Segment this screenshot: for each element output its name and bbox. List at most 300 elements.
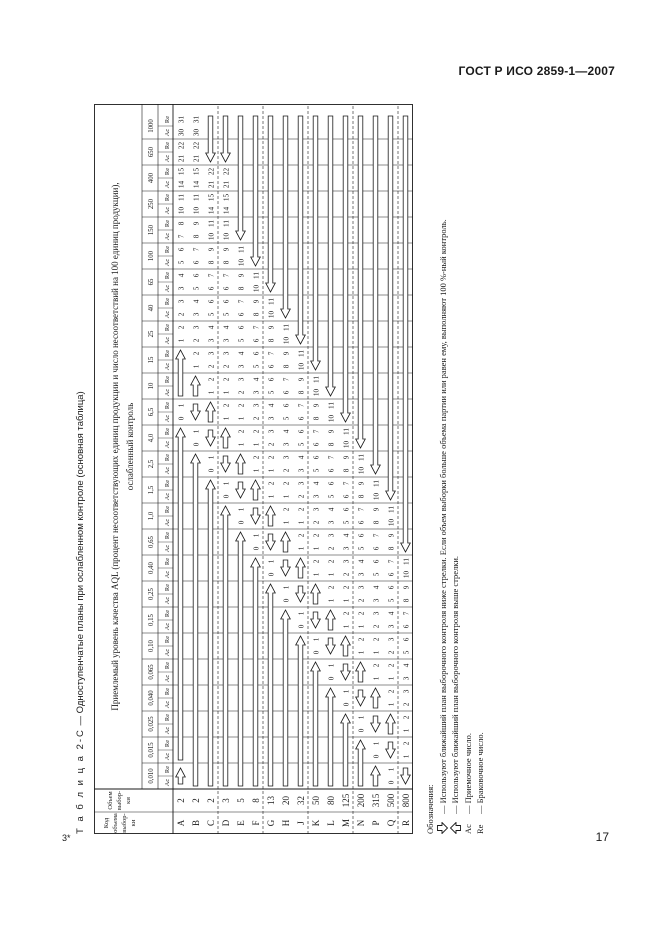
re-value: 2	[267, 481, 276, 486]
re-value: 2	[357, 637, 366, 642]
re-value: 2	[297, 507, 306, 512]
re-value: 2	[312, 533, 321, 538]
re-value: 4	[372, 585, 381, 590]
re-value: 9	[342, 455, 351, 460]
sample-size: 32	[296, 796, 306, 805]
re-value: 11	[357, 454, 366, 461]
ac-value: 2	[297, 494, 306, 499]
legend-item-ac	[462, 104, 475, 834]
ac-value: 3	[372, 598, 381, 603]
ac-value: 1	[402, 728, 411, 733]
re-value: 9	[372, 507, 381, 512]
re-value: 11	[387, 506, 396, 513]
ac-value: 10	[372, 492, 381, 501]
re-value: 6	[402, 637, 411, 642]
legend-heading-text: Обозначения:	[425, 784, 435, 834]
aql-value-label: 100	[148, 250, 155, 262]
re-value: 6	[312, 455, 321, 460]
re-label: Re	[164, 297, 171, 306]
ac-value: 10	[207, 232, 216, 241]
arrow-up-icon	[311, 612, 321, 628]
ac-value: 1	[327, 572, 336, 577]
ac-value: 5	[252, 364, 261, 369]
re-value: 2	[402, 715, 411, 720]
ac-value: 0	[282, 598, 291, 603]
re-label: Re	[164, 115, 171, 124]
re-value: 1	[312, 637, 321, 642]
re-value: 6	[252, 351, 261, 356]
arrow-up-icon	[236, 482, 246, 498]
sample-code: N	[356, 819, 366, 827]
sample-size: 13	[266, 796, 276, 805]
ac-value: 2	[312, 520, 321, 525]
re-label: Re	[164, 635, 171, 644]
ac-value: 1	[282, 520, 291, 525]
ac-label: Ac	[164, 310, 171, 319]
sample-size: 8	[251, 798, 261, 803]
ac-value: 5	[297, 442, 306, 447]
re-value: 7	[342, 481, 351, 486]
re-value: 6	[192, 273, 201, 278]
re-value: 31	[177, 115, 186, 124]
arrow-up-icon	[281, 560, 291, 576]
arrow-down-icon	[236, 454, 246, 474]
re-value: 6	[282, 403, 291, 408]
ac-value: 8	[312, 416, 321, 421]
re-value: 9	[267, 325, 276, 330]
ac-value: 1	[297, 520, 306, 525]
ac-value: 1	[402, 754, 411, 759]
ac-value: 8	[327, 442, 336, 447]
re-value: 4	[267, 403, 276, 408]
re-value: 9	[192, 221, 201, 226]
ac-value: 1	[207, 390, 216, 395]
re-value: 4	[387, 611, 396, 616]
legend-item-text: — Используют ближайший план выборочного контроля выше стрелки.	[450, 555, 460, 814]
re-value: 7	[402, 611, 411, 616]
ac-value: 2	[282, 468, 291, 473]
aql-subheader-text: ослабленный контроль	[125, 402, 135, 491]
re-value: 4	[342, 533, 351, 538]
arrow-down-icon	[281, 532, 291, 552]
ac-value: 1	[372, 676, 381, 681]
arrow-down-icon	[251, 480, 261, 500]
re-value: 11	[282, 324, 291, 331]
re-value: 6	[342, 507, 351, 512]
re-value: 2	[177, 325, 186, 330]
ac-value: 8	[192, 234, 201, 239]
re-label: Re	[164, 271, 171, 280]
ac-value: 6	[372, 546, 381, 551]
ac-value: 6	[192, 260, 201, 265]
ac-value: 5	[222, 312, 231, 317]
ac-label: Ac	[164, 596, 171, 605]
re-value: 9	[402, 585, 411, 590]
re-value: 4	[177, 273, 186, 278]
re-value: 3	[387, 637, 396, 642]
sample-code: R	[401, 819, 411, 827]
arrow-down-icon	[191, 376, 201, 396]
ac-value: 0	[312, 650, 321, 655]
aql-value-label: 150	[148, 224, 155, 236]
re-label: Re	[164, 765, 171, 774]
re-value: 7	[237, 299, 246, 304]
re-value: 7	[327, 455, 336, 460]
ac-value: 2	[327, 546, 336, 551]
re-value: 2	[237, 429, 246, 434]
legend-symbol-ac: Ac	[462, 824, 473, 834]
ac-value: 1	[267, 494, 276, 499]
re-label: Re	[164, 609, 171, 618]
re-value: 1	[222, 481, 231, 486]
re-value: 3	[327, 533, 336, 538]
ac-value: 8	[402, 598, 411, 603]
ac-label: Ac	[164, 206, 171, 215]
sample-size: 2	[206, 798, 216, 803]
ac-label: Ac	[164, 648, 171, 657]
aql-value-label: 0,65	[148, 536, 155, 548]
ac-value: 0	[297, 624, 306, 629]
arrow-up-icon	[296, 586, 306, 602]
ac-value: 10	[267, 310, 276, 319]
sample-size: 80	[326, 796, 336, 805]
table-title	[74, 104, 88, 834]
sample-code: G	[266, 819, 276, 827]
ac-label: Ac	[164, 362, 171, 371]
re-value: 3	[207, 351, 216, 356]
ac-label: Ac	[164, 778, 171, 787]
re-value: 3	[252, 403, 261, 408]
aql-value-label: 0,065	[148, 664, 155, 680]
re-label: Re	[164, 141, 171, 150]
aql-value-label: 0,040	[148, 690, 155, 706]
ac-value: 14	[192, 180, 201, 189]
re-label: Re	[164, 193, 171, 202]
ac-value: 0	[192, 442, 201, 447]
re-value: 6	[177, 247, 186, 252]
ac-value: 5	[372, 572, 381, 577]
arrow-up-icon	[326, 638, 336, 654]
aql-header-text: Приемлемый уровень качества AQL (процент несоответствующих единиц продукции и число несоответствий на 100 единиц продукции),	[110, 182, 120, 711]
ac-value: 1	[387, 676, 396, 681]
ac-value: 1	[312, 572, 321, 577]
re-label: Re	[164, 323, 171, 332]
arrow-down-icon	[281, 610, 291, 786]
re-value: 4	[192, 299, 201, 304]
ac-label: Ac	[164, 492, 171, 501]
re-value: 2	[372, 637, 381, 642]
re-value: 2	[207, 377, 216, 382]
table-title-text: — Одноступенчатые планы при ослабленном контроле (основная таблица)	[75, 391, 86, 726]
ac-value: 2	[207, 364, 216, 369]
re-value: 1	[252, 533, 261, 538]
re-value: 1	[297, 611, 306, 616]
re-value: 7	[297, 403, 306, 408]
aql-value-label: 0,25	[148, 588, 155, 600]
ac-value: 1	[222, 416, 231, 421]
ac-value: 5	[357, 546, 366, 551]
re-value: 11	[252, 272, 261, 279]
re-value: 1	[282, 585, 291, 590]
ac-value: 2	[357, 598, 366, 603]
arrow-down-icon	[371, 766, 381, 786]
sample-size: 50	[311, 796, 321, 805]
aql-value-label: 40	[148, 304, 155, 312]
re-value: 2	[372, 663, 381, 668]
re-value: 8	[177, 221, 186, 226]
ac-label: Ac	[164, 752, 171, 761]
arrow-up-icon	[356, 690, 366, 706]
ac-value: 3	[207, 338, 216, 343]
ac-value: 10	[387, 518, 396, 527]
ac-value: 10	[252, 284, 261, 293]
arrow-up-icon	[206, 430, 216, 446]
arrow-down-icon	[176, 768, 186, 784]
ac-value: 10	[342, 440, 351, 449]
sample-size: 3	[221, 798, 231, 803]
ac-value: 1	[327, 598, 336, 603]
ac-label: Ac	[164, 544, 171, 553]
arrow-down-icon	[341, 714, 351, 786]
re-value: 2	[222, 403, 231, 408]
re-value: 3	[237, 377, 246, 382]
ac-value: 0	[267, 572, 276, 577]
ac-value: 1	[222, 390, 231, 395]
ac-value: 14	[207, 206, 216, 215]
arrow-up-icon	[326, 116, 336, 396]
arrow-down-icon	[371, 688, 381, 708]
legend-item-re	[474, 104, 487, 834]
aql-value-label: 0,025	[148, 716, 155, 732]
ac-value: 5	[177, 260, 186, 265]
ac-label: Ac	[164, 440, 171, 449]
re-value: 2	[282, 481, 291, 486]
re-value: 9	[312, 403, 321, 408]
ac-value: 6	[297, 416, 306, 421]
arrow-down-icon	[326, 610, 336, 630]
ac-label: Ac	[164, 700, 171, 709]
sample-size: 200	[356, 793, 366, 808]
ac-value: 1	[357, 650, 366, 655]
aql-value-label: 15	[148, 356, 155, 364]
re-value: 9	[327, 429, 336, 434]
aql-value-label: 0,010	[148, 768, 155, 784]
ac-value: 30	[177, 128, 186, 137]
ac-value: 14	[177, 180, 186, 189]
ac-label: Ac	[164, 570, 171, 579]
re-value: 3	[402, 689, 411, 694]
re-value: 22	[222, 167, 231, 176]
ac-value: 2	[192, 338, 201, 343]
arrow-down-icon	[356, 662, 366, 682]
ac-value: 0	[222, 494, 231, 499]
sample-code: A	[176, 819, 186, 827]
ac-value: 10	[312, 388, 321, 397]
re-value: 3	[357, 585, 366, 590]
ac-value: 6	[312, 442, 321, 447]
ac-value: 10	[237, 258, 246, 267]
legend-item-up	[449, 104, 462, 834]
ac-value: 10	[192, 206, 201, 215]
re-value: 2	[342, 611, 351, 616]
ac-value: 3	[402, 676, 411, 681]
re-value: 11	[342, 428, 351, 435]
ac-value: 1	[237, 442, 246, 447]
sample-size: 5	[236, 798, 246, 803]
re-value: 2	[312, 559, 321, 564]
ac-value: 21	[207, 180, 216, 189]
arrow-up-icon	[236, 116, 246, 240]
ac-value: 0	[342, 702, 351, 707]
ac-value: 5	[342, 520, 351, 525]
ac-label: Ac	[164, 258, 171, 267]
ac-value: 6	[402, 624, 411, 629]
ac-value: 2	[237, 390, 246, 395]
ac-value: 3	[357, 572, 366, 577]
re-value: 1	[237, 507, 246, 512]
re-value: 4	[312, 481, 321, 486]
re-value: 2	[252, 429, 261, 434]
ac-value: 3	[312, 494, 321, 499]
ac-value: 7	[177, 234, 186, 239]
re-value: 7	[207, 273, 216, 278]
legend-item-down	[437, 104, 450, 834]
ac-value: 6	[237, 312, 246, 317]
ac-value: 21	[222, 180, 231, 189]
code-header-text: выбор-	[121, 813, 128, 833]
arrow-up-icon	[450, 814, 461, 834]
code-header-text: объема	[112, 813, 119, 833]
ac-value: 2	[387, 650, 396, 655]
ac-value: 8	[252, 312, 261, 317]
re-value: 7	[252, 325, 261, 330]
ac-value: 1	[387, 702, 396, 707]
re-label: Re	[164, 583, 171, 592]
re-value: 6	[387, 585, 396, 590]
ac-value: 8	[297, 390, 306, 395]
re-value: 4	[357, 559, 366, 564]
re-value: 15	[192, 167, 201, 176]
ac-value: 3	[387, 624, 396, 629]
ac-value: 0	[207, 468, 216, 473]
re-value: 2	[267, 455, 276, 460]
ac-value: 1	[177, 338, 186, 343]
ac-value: 0	[327, 676, 336, 681]
ac-value: 1	[297, 546, 306, 551]
page-number: 17	[595, 830, 609, 844]
ac-value: 5	[237, 338, 246, 343]
re-value: 3	[192, 325, 201, 330]
ac-value: 10	[402, 570, 411, 579]
ac-value: 14	[222, 206, 231, 215]
aql-value-label: 0,40	[148, 562, 155, 574]
ac-value: 3	[327, 520, 336, 525]
ac-label: Ac	[164, 726, 171, 735]
re-value: 2	[282, 507, 291, 512]
arrow-down-icon	[437, 814, 448, 834]
re-value: 22	[192, 141, 201, 150]
re-value: 9	[207, 247, 216, 252]
code-header-text: ки	[130, 819, 137, 827]
re-value: 3	[342, 559, 351, 564]
re-value: 3	[222, 351, 231, 356]
sample-code: J	[296, 821, 306, 825]
re-label: Re	[164, 505, 171, 514]
ac-label: Ac	[164, 180, 171, 189]
ac-value: 5	[282, 416, 291, 421]
re-value: 9	[252, 299, 261, 304]
re-label: Re	[164, 167, 171, 176]
ac-value: 3	[222, 338, 231, 343]
re-value: 2	[222, 377, 231, 382]
ac-value: 2	[342, 572, 351, 577]
ac-value: 2	[402, 702, 411, 707]
ac-value: 1	[342, 624, 351, 629]
re-label: Re	[164, 375, 171, 384]
sample-code: L	[326, 820, 336, 826]
sampling-plan-table	[94, 104, 419, 834]
re-value: 2	[237, 403, 246, 408]
re-value: 7	[222, 273, 231, 278]
sample-code: H	[281, 819, 291, 827]
arrow-up-icon	[221, 456, 231, 472]
aql-value-label: 0,015	[148, 742, 155, 758]
arrow-up-icon	[191, 404, 201, 420]
re-value: 6	[297, 429, 306, 434]
re-value: 6	[357, 533, 366, 538]
legend	[424, 104, 487, 834]
ac-value: 0	[237, 520, 246, 525]
ac-value: 5	[402, 650, 411, 655]
arrow-down-icon	[176, 428, 186, 760]
ac-value: 2	[222, 364, 231, 369]
arrow-down-icon	[221, 428, 231, 448]
ac-value: 5	[327, 494, 336, 499]
re-value: 3	[267, 429, 276, 434]
ac-value: 6	[282, 390, 291, 395]
sample-size: 2	[176, 798, 186, 803]
arrow-down-icon	[266, 506, 276, 526]
ac-value: 10	[177, 206, 186, 215]
re-value: 1	[327, 663, 336, 668]
sample-size: 125	[341, 793, 351, 808]
ac-value: 1	[312, 546, 321, 551]
re-value: 1	[267, 559, 276, 564]
aql-value-label: 650	[148, 146, 155, 158]
re-value: 6	[327, 481, 336, 486]
re-label: Re	[164, 687, 171, 696]
ac-value: 0	[372, 754, 381, 759]
ac-label: Ac	[164, 128, 171, 137]
re-value: 11	[192, 194, 201, 201]
re-label: Re	[164, 349, 171, 358]
arrow-down-icon	[341, 636, 351, 656]
re-value: 4	[207, 325, 216, 330]
ac-value: 10	[297, 362, 306, 371]
re-value: 2	[252, 455, 261, 460]
re-value: 22	[207, 167, 216, 176]
re-value: 4	[282, 429, 291, 434]
re-value: 2	[357, 611, 366, 616]
arrow-up-icon	[266, 534, 276, 550]
re-value: 3	[177, 299, 186, 304]
re-value: 4	[237, 351, 246, 356]
arrow-down-icon	[221, 506, 231, 786]
arrow-up-icon	[401, 768, 411, 784]
re-label: Re	[164, 557, 171, 566]
sample-code: K	[311, 819, 321, 827]
sample-size: 2	[191, 798, 201, 803]
